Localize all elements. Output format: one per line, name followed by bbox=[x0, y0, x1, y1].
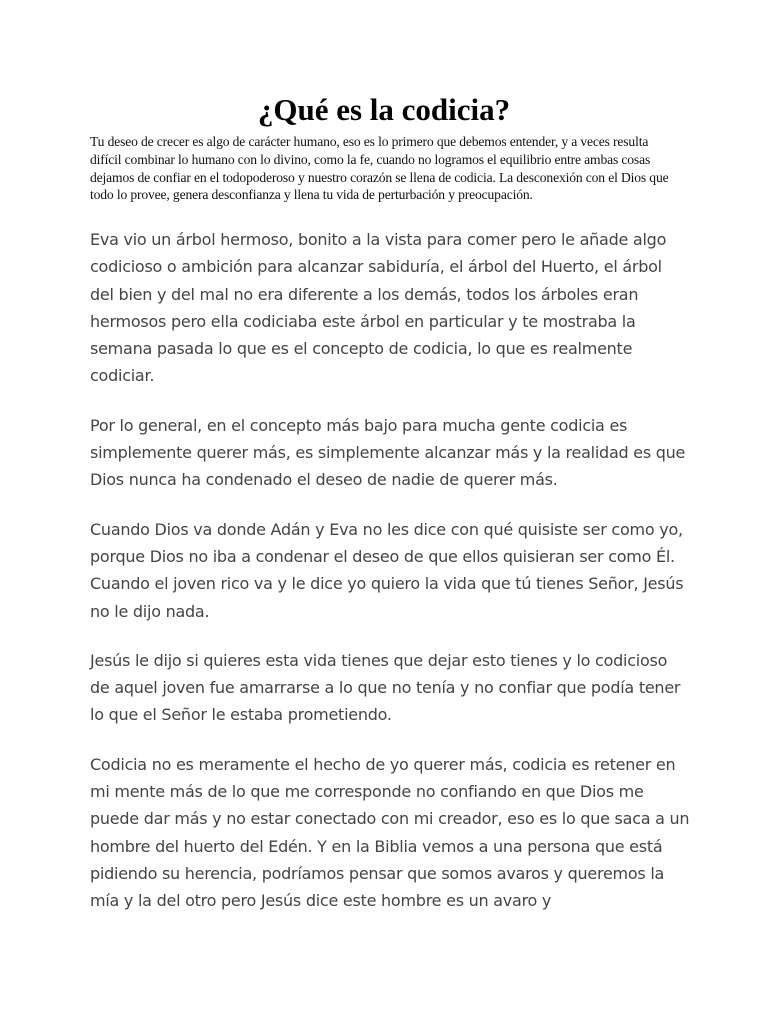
body-paragraph: Eva vio un árbol hermoso, bonito a la vista para comer pero le añade algo codicioso o ambición para alcanzar sabiduría, el árbol del Huerto, el árbol del bien y del mal no era diferente a los demás, todos los árboles eran hermosos pero ella codiciaba este árbol en particular y te mostraba la semana pasada lo que es el concepto de codicia, lo que es realmente codiciar. bbox=[90, 230, 667, 386]
body-text bbox=[90, 226, 690, 937]
intro-paragraph: Tu deseo de crecer es algo de carácter humano, eso es lo primero que debemos entender, y a veces resulta difícil combinar lo humano con lo divino, como la fe, cuando no logramos el equilibrio entre ambas cosas dejamos de confiar en el todopoderoso y nuestro corazón se llena de codicia. La desconexión con el Dios que todo lo provee, genera desconfianza y llena tu vida de perturbación y preocupación. bbox=[90, 134, 669, 203]
body-paragraph: Cuando Dios va donde Adán y Eva no les dice con qué quisiste ser como yo, porque Dios no iba a condenar el deseo de que ellos quisieran ser como Él. Cuando el joven rico va y le dice yo quiero la vida que tú tienes Señor, Jesús no le dijo nada. bbox=[90, 519, 684, 621]
page-title: ¿Qué es la codicia? bbox=[257, 92, 511, 127]
body-paragraph: Jesús le dijo si quieres esta vida tienes que dejar esto tienes y lo codicioso de aquel joven fue amarrarse a lo que no tenía y no confiar que podía tener lo que el Señor le estaba prometiendo. bbox=[90, 650, 681, 725]
body-paragraph: Codicia no es meramente el hecho de yo querer más, codicia es retener en mi mente más de lo que me corresponde no confiando en que Dios me puede dar más y no estar conectado con mi creador, eso es lo que saca a un hombre del huerto del Edén. Y en la Biblia vemos a una persona que está pidiendo su herencia, podríamos pensar que somos avaros y queremos la mía y la del otro pero Jesús dice este hombre es un avaro y bbox=[90, 754, 690, 911]
body-paragraph: Por lo general, en el concepto más bajo para mucha gente codicia es simplemente querer más, es simplemente alcanzar más y la realidad es que Dios nunca ha condenado el deseo de nadie de querer más. bbox=[90, 415, 686, 490]
